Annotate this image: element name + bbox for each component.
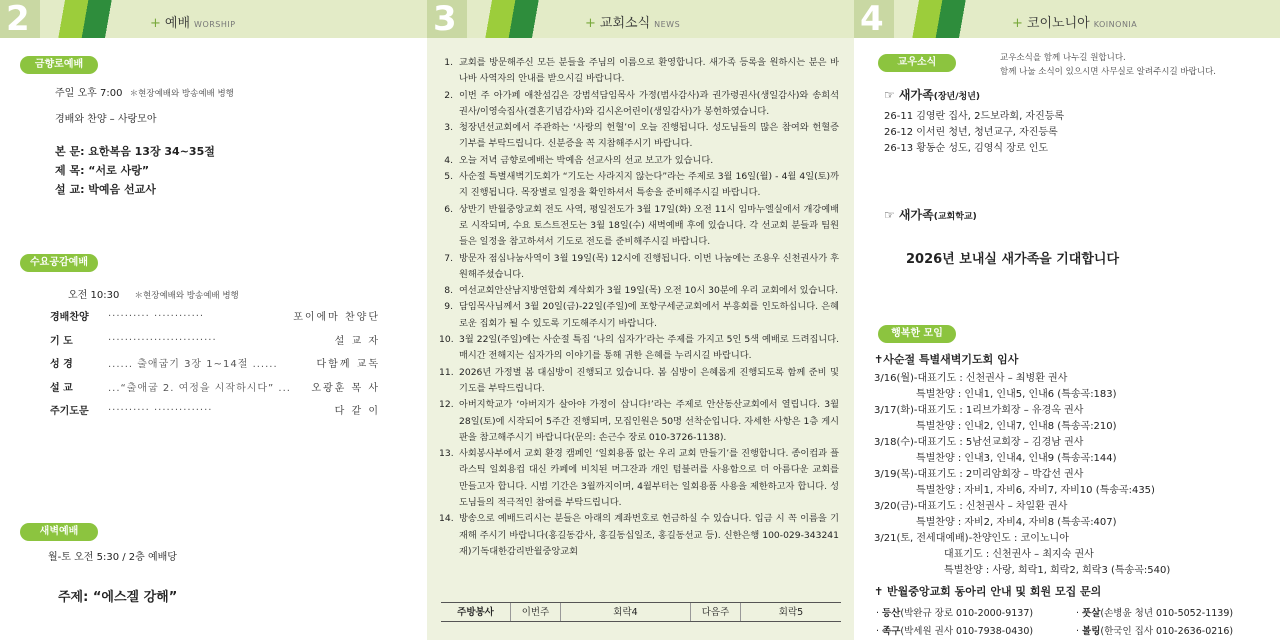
news-list xyxy=(439,55,839,560)
list-item: 6. 상반기 반월중앙교회 전도 사역, 평일전도가 3월 17일(화) 오전 11시 임마누엘실에서 개강예배로 시작되며, 수요 토스트전도는 3월 18일(수) 새벽예배 후에 있습니다. 각 선교회 분들과 팀원들은 일정을 참고하셔서 기도로 전도를 준비해주시길 바랍니다. xyxy=(444,203,839,248)
order-row: 성 경 ...... 출애굽기 3장 1~14절 ...... 다함께 교독 xyxy=(50,359,380,370)
list-item: 12. 아버지학교가 ‘아버지가 살아야 가정이 삽니다!’라는 주제로 안산동산교회에서 열립니다. 3월 28일(토)에 시작되어 5주간 진행되며, 모집인원은 50명 선착순입니다. 자세한 사항은 1층 게시판을 참고해주시기 바랍니다(문의: 손근수 장로 010-3726-1138). xyxy=(439,399,839,443)
friday-sermon-title: 제 목: “서로 사랑” xyxy=(55,164,150,177)
list-item: 특별찬양 : 사랑, 희락1, 희락2, 희락3 (특송곡:540) xyxy=(944,565,1171,576)
panel-title: + 예배 WORSHIP xyxy=(150,16,236,31)
list-item: 특별찬양 : 인내3, 인내4, 인내9 (특송곡:144) xyxy=(916,453,1117,464)
panel-header xyxy=(427,0,854,38)
list-item: 특별찬양 : 자비1, 자비6, 자비7, 자비10 (특송곡:435) xyxy=(916,485,1155,496)
list-item: 26-12 이서린 청년, 청년교구, 자진등록 xyxy=(884,127,1058,138)
page-number: 3 xyxy=(427,0,467,38)
plus-icon: + xyxy=(1012,16,1023,31)
list-item: 26-13 황동순 성도, 김영식 장로 인도 xyxy=(884,143,1049,154)
list-item: 8. 여선교회안산남지방연합회 계삭회가 3월 19일(목) 오전 10시 30분에 우리 교회에서 있습니다. xyxy=(444,285,839,297)
order-row: 경배찬양 .......... ............ 포이에마 찬양단 xyxy=(50,308,380,323)
dawn-theme: 주제: “에스겔 강해” xyxy=(58,590,178,605)
meetings-pill: 행복한 모임 xyxy=(878,325,956,343)
friday-preacher: 설 교: 박예음 선교사 xyxy=(55,183,156,196)
kitchen-duty-table xyxy=(441,602,841,622)
list-item: 1. 교회를 방문해주신 모든 분들을 주님의 이름으로 환영합니다. 새가족 등록을 원하시는 분은 바나바 사역자의 안내를 받으시길 바랍니다. xyxy=(444,57,839,85)
friday-hymn: 경배와 찬양 – 사랑모아 xyxy=(55,114,157,125)
club-item: · 등산(박완규 장로 010-2000-9137) xyxy=(876,608,1034,619)
duty-next-team: 회락5 xyxy=(778,607,804,618)
club-item: · 볼링(한국인 집사 010-2636-0216) xyxy=(1076,626,1234,637)
leaf-swoosh-icon xyxy=(30,0,140,38)
list-item: 3/17(화)-대표기도 : 1리브가회장 – 유경옥 권사 xyxy=(874,405,1084,416)
list-item: 13. 사회봉사부에서 교회 환경 캠페인 ‘일회용품 없는 우리 교회 만들기’를 진행합니다. 종이컵과 플라스틱 일회용컵 대신 카페에 비치된 머그잔과 개인 텀블러를 사용함으로 더 아름다운 교회를 만들고자 합니다. 시범 기간은 3월까지이며, 4월부터는 일회용품 사용을 제한하고자 합니다. 성도님들의 적극적인 참여를 부탁드립니다. xyxy=(439,448,839,509)
page-number: 4 xyxy=(854,0,894,38)
duty-this-team: 회락4 xyxy=(561,603,691,621)
list-item: 3/21(토, 전세대예배)-찬양인도 : 코이노니아 xyxy=(874,533,1069,544)
duty-this-week: 이번주 xyxy=(511,603,561,621)
panel-title: + 교회소식 NEWS xyxy=(585,16,681,31)
order-row: 기 도 .......................... 설 교 자 xyxy=(50,332,380,347)
duty-label: 주방봉사 xyxy=(441,603,511,621)
koinonia-panel xyxy=(854,0,1280,640)
list-item: 특별찬양 : 자비2, 자비4, 자비8 (특송곡:407) xyxy=(916,517,1117,528)
newcomers-school-heading: ☞ 새가족(교회학교) xyxy=(884,208,977,222)
list-item: 3/20(금)-대표기도 : 신천권사 – 차일환 권사 xyxy=(874,501,1068,512)
list-item: 3. 청장년선교회에서 주관하는 ‘사랑의 헌혈’이 오늘 진행됩니다. 성도님들의 많은 참여와 헌혈증 기부를 부탁드립니다. 신분증을 꼭 지참해주시기 바랍니다. xyxy=(444,122,839,150)
newcomers-school-message: 2026년 보내실 새가족을 기대합니다 xyxy=(906,252,1120,267)
leaf-swoosh-icon xyxy=(457,0,567,38)
plus-icon: + xyxy=(150,16,161,31)
list-item: 5. 사순절 특별새벽기도회가 “기도는 사라지지 않는다”라는 주제로 3월 16일(월) - 4월 4일(토)까지 진행됩니다. 목장별로 일정을 확인하셔서 특송을 준비해주시길 바랍니다. xyxy=(444,171,839,199)
list-item: 특별찬양 : 인내2, 인내7, 인내8 (특송곡:210) xyxy=(916,421,1117,432)
friday-time: 주일 오후 7:00 ＊현장예배와 방송예배 병행 xyxy=(55,88,234,99)
order-row: 주기도문 .......... .............. 다 같 이 xyxy=(50,402,380,417)
worship-panel xyxy=(0,0,427,640)
plus-icon: + xyxy=(585,16,596,31)
order-row: 설 교 ...“출애굽 2. 여정을 시작하시다” ... 오광훈 목 사 xyxy=(50,383,380,394)
member-news-pill: 교우소식 xyxy=(878,54,956,72)
list-item: 26-11 김영란 집사, 2드보라회, 자진등록 xyxy=(884,111,1065,122)
list-item: 2. 이번 주 아가페 애찬섬김은 강범석담임목사 가정(범사감사)과 권가령권사(생일감사)와 송희석권사/이영숙집사(결혼기념감사)와 김시온어린이(생일감사)가 봉헌하였습니다. xyxy=(444,89,839,117)
list-item: 3/16(월)-대표기도 : 신천권사 – 최병환 권사 xyxy=(874,373,1068,384)
newcomers-adult-heading: ☞ 새가족(장년/청년) xyxy=(884,88,981,102)
friday-service-pill: 금향로예배 xyxy=(20,56,98,74)
list-item: 3/18(수)-대표기도 : 5남선교회장 – 김경남 권사 xyxy=(874,437,1084,448)
list-item: 7. 방문자 점심나눔사역이 3월 19일(목) 12시에 진행됩니다. 이번 나눔에는 조용우 신천권사가 후원해주셨습니다. xyxy=(444,252,839,280)
page-number: 2 xyxy=(0,0,40,38)
news-panel xyxy=(427,0,854,640)
list-item: 대표기도 : 신천권사 – 최지숙 권사 xyxy=(944,549,1094,560)
wednesday-time: 오전 10:30 ＊현장예배와 방송예배 병행 xyxy=(68,290,239,301)
list-item: 4. 오늘 저녁 금향로예배는 박예음 선교사의 선교 보고가 있습니다. xyxy=(444,154,714,166)
panel-header xyxy=(0,0,427,38)
club-title: ✝ 반월중앙교회 동아리 안내 및 회원 모집 문의 xyxy=(874,585,1102,598)
duty-next-week: 다음주 xyxy=(691,603,741,621)
friday-scripture: 본 문: 요한복음 13장 34~35절 xyxy=(55,145,215,158)
member-news-intro: 교우소식을 함께 나누길 원합니다. xyxy=(1000,53,1126,63)
panel-title: + 코이노니아 KOINONIA xyxy=(1012,16,1138,31)
club-item: · 풋살(손병윤 청년 010-5052-1139) xyxy=(1076,608,1234,619)
club-item: · 족구(박세원 권사 010-7938-0430) xyxy=(876,626,1034,637)
member-news-intro: 함께 나눌 소식이 있으시면 사무실로 알려주시길 바랍니다. xyxy=(1000,67,1216,77)
list-item: 특별찬양 : 인내1, 인내5, 인내6 (특송곡:183) xyxy=(916,389,1117,400)
leaf-swoosh-icon xyxy=(884,0,994,38)
dawn-service-pill: 새벽예배 xyxy=(20,523,98,541)
list-item: 9. 담임목사님께서 3월 20일(금)-22일(주일)에 포항구세군교회에서 부흥회를 인도하십니다. 은혜로운 집회가 될 수 있도록 기도해주시기 바랍니다. xyxy=(444,301,839,329)
list-item: 14. 방송으로 예배드리시는 분들은 아래의 계좌번호로 헌금하실 수 있습니다. 입금 시 꼭 이름을 기재해 주시기 바랍니다(홍길동감사, 홍길동십일조, 홍길동선교 등). 신한은행 100-029-343241 재)기독대한감리반월중앙교회 xyxy=(439,513,839,557)
panel-header xyxy=(854,0,1280,38)
list-item: 3/19(목)-대표기도 : 2미리암회장 – 박갑선 권사 xyxy=(874,469,1084,480)
wednesday-service-pill: 수요공감예배 xyxy=(20,254,98,272)
dawn-time: 월-토 오전 5:30 / 2층 예배당 xyxy=(48,552,177,563)
list-item: 10. 3월 22일(주일)에는 사순절 특집 ‘나의 십자가’라는 주제를 가지고 5인 5색 예배로 드려집니다. 매시간 전해지는 십자가의 이야기를 통해 귀한 은혜를 누리시길 바랍니다. xyxy=(439,334,839,362)
list-item: 11. 2026년 가정별 봄 대심방이 진행되고 있습니다. 봄 심방이 은혜롭게 진행되도록 함께 준비 및 기도를 부탁드립니다. xyxy=(439,366,839,394)
lent-prayer-title: ✝사순절 특별새벽기도회 임사 xyxy=(874,353,1019,366)
